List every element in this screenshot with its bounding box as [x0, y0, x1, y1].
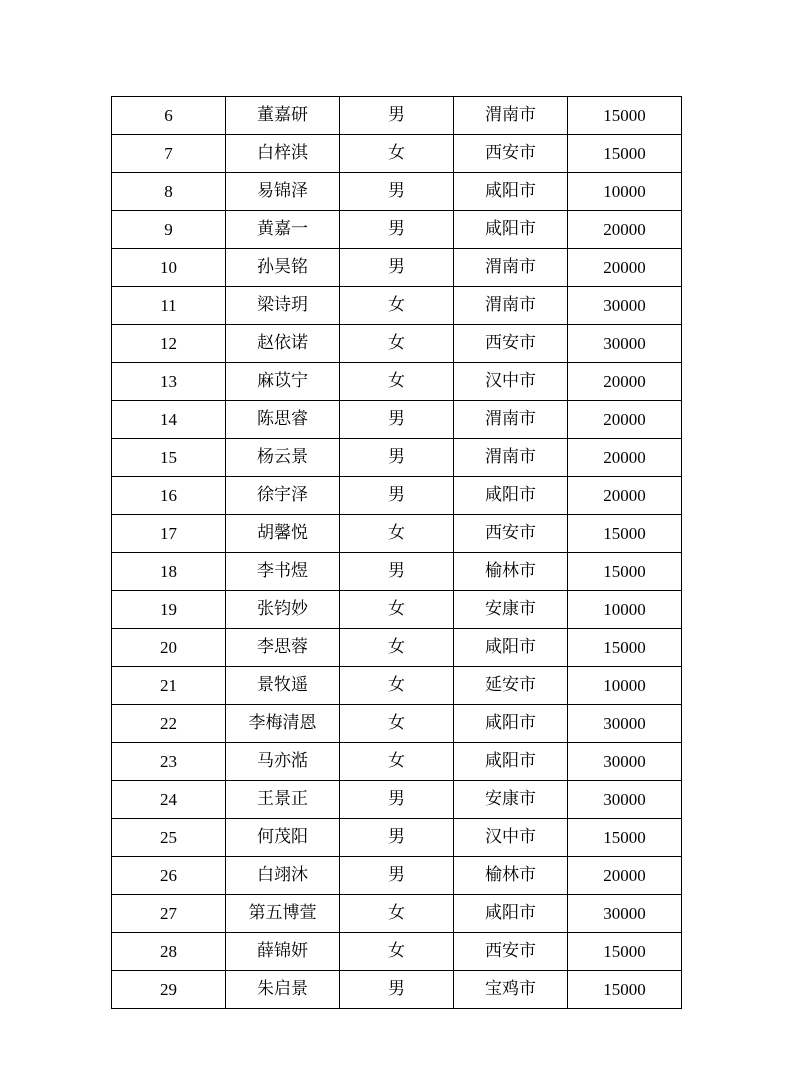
- row-number-cell: 19: [112, 591, 226, 629]
- amount-cell: 10000: [568, 591, 682, 629]
- city-cell: 渭南市: [454, 97, 568, 135]
- gender-cell: 女: [340, 591, 454, 629]
- row-number-cell: 20: [112, 629, 226, 667]
- amount-cell: 15000: [568, 629, 682, 667]
- table-row: [112, 325, 682, 363]
- amount-cell: 30000: [568, 743, 682, 781]
- gender-cell: 男: [340, 971, 454, 1009]
- row-number-cell: 13: [112, 363, 226, 401]
- city-cell: 西安市: [454, 325, 568, 363]
- gender-cell: 男: [340, 439, 454, 477]
- row-number-cell: 27: [112, 895, 226, 933]
- row-number-cell: 10: [112, 249, 226, 287]
- gender-cell: 女: [340, 933, 454, 971]
- name-cell: 陈思睿: [226, 401, 340, 439]
- row-number-cell: 26: [112, 857, 226, 895]
- name-cell: 梁诗玥: [226, 287, 340, 325]
- amount-cell: 10000: [568, 667, 682, 705]
- table-row: [112, 211, 682, 249]
- gender-cell: 男: [340, 401, 454, 439]
- table-row: [112, 135, 682, 173]
- name-cell: 景牧遥: [226, 667, 340, 705]
- table-row: [112, 363, 682, 401]
- city-cell: 咸阳市: [454, 173, 568, 211]
- amount-cell: 20000: [568, 249, 682, 287]
- name-cell: 朱启景: [226, 971, 340, 1009]
- amount-cell: 15000: [568, 933, 682, 971]
- row-number-cell: 7: [112, 135, 226, 173]
- name-cell: 薛锦妍: [226, 933, 340, 971]
- table-row: [112, 553, 682, 591]
- city-cell: 延安市: [454, 667, 568, 705]
- name-cell: 麻苡宁: [226, 363, 340, 401]
- name-cell: 杨云景: [226, 439, 340, 477]
- name-cell: 王景正: [226, 781, 340, 819]
- gender-cell: 男: [340, 249, 454, 287]
- city-cell: 咸阳市: [454, 705, 568, 743]
- table-row: [112, 97, 682, 135]
- table-row: [112, 477, 682, 515]
- gender-cell: 女: [340, 135, 454, 173]
- name-cell: 李思蓉: [226, 629, 340, 667]
- table-row: [112, 287, 682, 325]
- row-number-cell: 21: [112, 667, 226, 705]
- name-cell: 白梓淇: [226, 135, 340, 173]
- city-cell: 宝鸡市: [454, 971, 568, 1009]
- name-cell: 董嘉研: [226, 97, 340, 135]
- amount-cell: 15000: [568, 97, 682, 135]
- amount-cell: 20000: [568, 477, 682, 515]
- amount-cell: 15000: [568, 515, 682, 553]
- table-body: [112, 97, 682, 1009]
- amount-cell: 10000: [568, 173, 682, 211]
- gender-cell: 女: [340, 705, 454, 743]
- city-cell: 咸阳市: [454, 211, 568, 249]
- city-cell: 安康市: [454, 591, 568, 629]
- gender-cell: 男: [340, 781, 454, 819]
- city-cell: 西安市: [454, 135, 568, 173]
- city-cell: 安康市: [454, 781, 568, 819]
- table-row: [112, 401, 682, 439]
- row-number-cell: 22: [112, 705, 226, 743]
- row-number-cell: 17: [112, 515, 226, 553]
- city-cell: 渭南市: [454, 439, 568, 477]
- table-row: [112, 515, 682, 553]
- name-cell: 张钧妙: [226, 591, 340, 629]
- city-cell: 西安市: [454, 933, 568, 971]
- amount-cell: 20000: [568, 401, 682, 439]
- row-number-cell: 9: [112, 211, 226, 249]
- table-row: [112, 667, 682, 705]
- row-number-cell: 25: [112, 819, 226, 857]
- gender-cell: 男: [340, 857, 454, 895]
- name-cell: 马亦湉: [226, 743, 340, 781]
- amount-cell: 30000: [568, 287, 682, 325]
- amount-cell: 30000: [568, 325, 682, 363]
- amount-cell: 20000: [568, 211, 682, 249]
- gender-cell: 女: [340, 363, 454, 401]
- amount-cell: 20000: [568, 439, 682, 477]
- row-number-cell: 14: [112, 401, 226, 439]
- table-row: [112, 705, 682, 743]
- table-row: [112, 857, 682, 895]
- table-row: [112, 591, 682, 629]
- city-cell: 渭南市: [454, 401, 568, 439]
- table-row: [112, 819, 682, 857]
- row-number-cell: 23: [112, 743, 226, 781]
- amount-cell: 30000: [568, 895, 682, 933]
- name-cell: 何茂阳: [226, 819, 340, 857]
- city-cell: 咸阳市: [454, 629, 568, 667]
- name-cell: 赵依诺: [226, 325, 340, 363]
- row-number-cell: 15: [112, 439, 226, 477]
- amount-cell: 30000: [568, 705, 682, 743]
- table-row: [112, 933, 682, 971]
- gender-cell: 女: [340, 667, 454, 705]
- city-cell: 渭南市: [454, 287, 568, 325]
- city-cell: 榆林市: [454, 553, 568, 591]
- row-number-cell: 12: [112, 325, 226, 363]
- city-cell: 咸阳市: [454, 743, 568, 781]
- amount-cell: 30000: [568, 781, 682, 819]
- amount-cell: 20000: [568, 363, 682, 401]
- row-number-cell: 28: [112, 933, 226, 971]
- row-number-cell: 11: [112, 287, 226, 325]
- name-cell: 第五博萱: [226, 895, 340, 933]
- name-cell: 李梅清恩: [226, 705, 340, 743]
- gender-cell: 男: [340, 819, 454, 857]
- amount-cell: 15000: [568, 819, 682, 857]
- city-cell: 西安市: [454, 515, 568, 553]
- table-row: [112, 781, 682, 819]
- gender-cell: 女: [340, 325, 454, 363]
- city-cell: 汉中市: [454, 819, 568, 857]
- city-cell: 汉中市: [454, 363, 568, 401]
- city-cell: 渭南市: [454, 249, 568, 287]
- gender-cell: 男: [340, 553, 454, 591]
- gender-cell: 女: [340, 287, 454, 325]
- amount-cell: 15000: [568, 135, 682, 173]
- name-cell: 徐宇泽: [226, 477, 340, 515]
- name-cell: 胡馨悦: [226, 515, 340, 553]
- row-number-cell: 8: [112, 173, 226, 211]
- city-cell: 咸阳市: [454, 895, 568, 933]
- amount-cell: 15000: [568, 971, 682, 1009]
- gender-cell: 女: [340, 743, 454, 781]
- city-cell: 榆林市: [454, 857, 568, 895]
- city-cell: 咸阳市: [454, 477, 568, 515]
- gender-cell: 男: [340, 211, 454, 249]
- row-number-cell: 29: [112, 971, 226, 1009]
- row-number-cell: 18: [112, 553, 226, 591]
- table-row: [112, 895, 682, 933]
- gender-cell: 男: [340, 173, 454, 211]
- row-number-cell: 6: [112, 97, 226, 135]
- gender-cell: 女: [340, 515, 454, 553]
- amount-cell: 15000: [568, 553, 682, 591]
- table-row: [112, 743, 682, 781]
- gender-cell: 女: [340, 629, 454, 667]
- table-row: [112, 629, 682, 667]
- name-cell: 白翊沐: [226, 857, 340, 895]
- name-cell: 易锦泽: [226, 173, 340, 211]
- table-row: [112, 249, 682, 287]
- gender-cell: 男: [340, 477, 454, 515]
- table-row: [112, 971, 682, 1009]
- gender-cell: 女: [340, 895, 454, 933]
- name-cell: 黄嘉一: [226, 211, 340, 249]
- amount-cell: 20000: [568, 857, 682, 895]
- name-cell: 孙昊铭: [226, 249, 340, 287]
- row-number-cell: 16: [112, 477, 226, 515]
- row-number-cell: 24: [112, 781, 226, 819]
- name-cell: 李书煜: [226, 553, 340, 591]
- table-row: [112, 439, 682, 477]
- data-table: [111, 96, 682, 1009]
- table-row: [112, 173, 682, 211]
- gender-cell: 男: [340, 97, 454, 135]
